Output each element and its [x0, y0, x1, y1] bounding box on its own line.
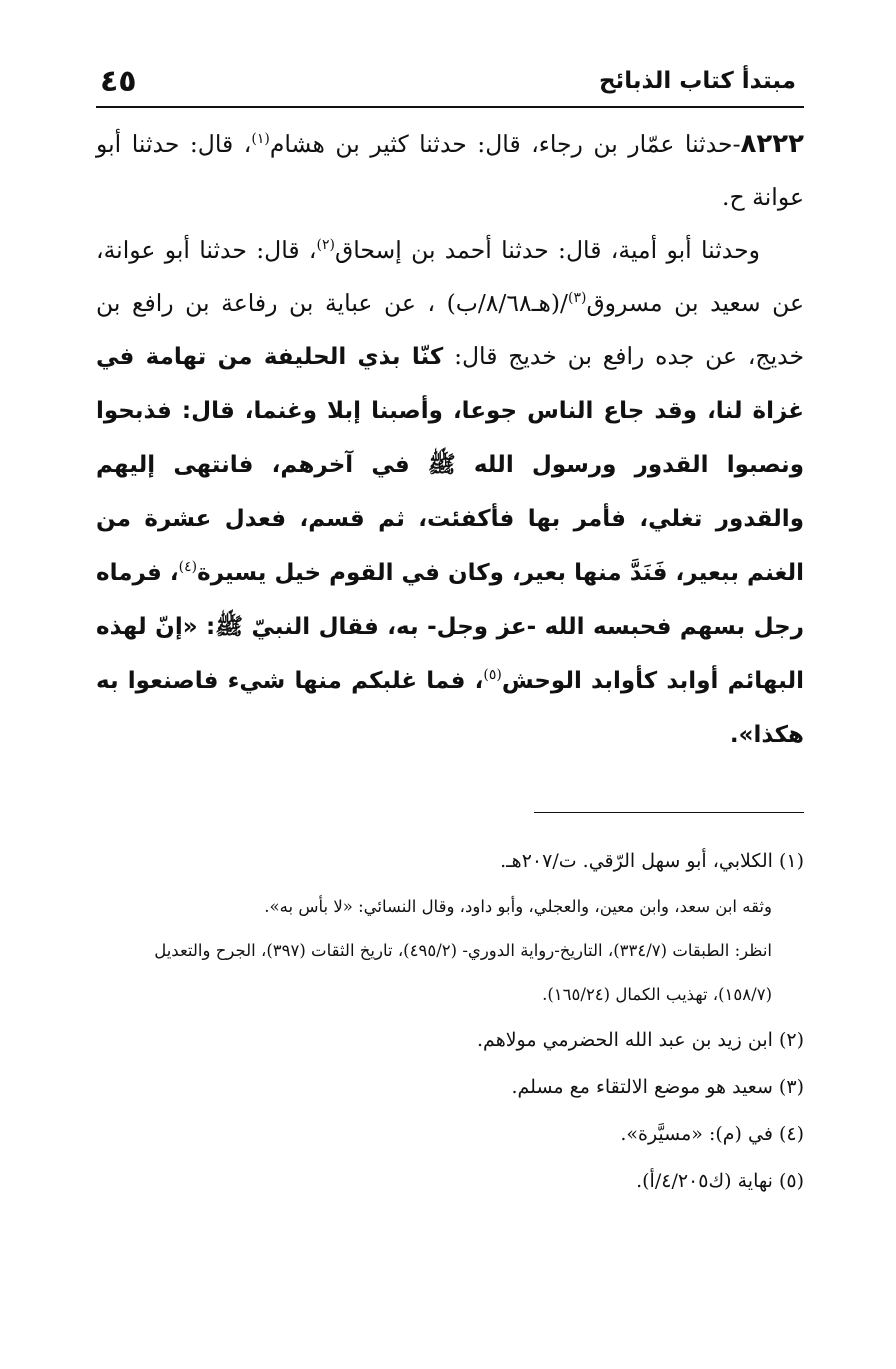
isnad-2b: ، قال: حدثنا أبو عوانة، عن سعيد بن مسروق — [96, 236, 804, 317]
footnote-ref-3[interactable]: (٣) — [567, 290, 587, 307]
footnote-2: (٢) ابن زيد بن عبد الله الحضرمي مولاهم. — [477, 1029, 804, 1051]
isnad-line-1b: ، قال: حدثنا أبو عوانة ح. — [96, 130, 804, 211]
footnote-ref-2[interactable]: (٢) — [316, 237, 335, 254]
footnote-ref-5[interactable]: (٥) — [483, 667, 502, 684]
isnad-2a: وحدثنا أبو أمية، قال: حدثنا أحمد بن إسحاق — [334, 236, 760, 264]
matn-1: كنّا بذي الحليفة من تهامة في غزاة لنا، وقد جاع الناس جوعا، وأصبنا إبلا وغنما، قال: فذبحوا ونصبوا القدور ورسول الله ﷺ في آخرهم، فانتهى إليهم والقدور تغلي، فأمر بها فأكفئت، ثم قسم، فعدل عشرة من الغنم ببعير، فَنَدَّ منها بعير، وكان في القوم خيل يسيرة — [96, 344, 804, 586]
isnad-2c: /(هـ٨/٦٨/ب) ، عن عباية بن رفاعة بن رافع بن خديج، عن جده رافع بن خديج قال: — [96, 289, 804, 370]
footnote-1-continuation: وثقه ابن سعد، وابن معين، والعجلي، وأبو داود، وقال النسائي: «لا بأس به». — [264, 897, 772, 916]
hadith-paragraph-2 — [96, 224, 804, 762]
footnote-ref-4[interactable]: (٤) — [178, 559, 198, 576]
matn-3: ، فما غلبكم منها شيء فاصنعوا به هكذا». — [96, 668, 804, 748]
page-number: ٤٥ — [100, 64, 137, 99]
footnote-ref-1[interactable]: (١) — [251, 131, 270, 148]
footnotes — [96, 838, 804, 1205]
footnote-3: (٣) سعيد هو موضع الالتقاء مع مسلم. — [511, 1076, 804, 1098]
isnad-line-1: -حدثنا عمّار بن رجاء، قال: حدثنا كثير بن هشام — [269, 130, 741, 158]
page-header — [96, 62, 804, 108]
matn-2: ، فرماه رجل بسهم فحبسه الله -عز وجل- به، فقال النبيّ ﷺ: «إنّ لهذه البهائم أوابد كأوابد الوحش — [96, 560, 804, 694]
footnote-separator — [534, 812, 804, 813]
hadith-number: ٨٢٢٢ — [740, 129, 804, 159]
running-title: مبتدأ كتاب الذبائح — [598, 68, 796, 94]
footnote-1-references: انظر: الطبقات (٣٣٤/٧)، التاريخ-رواية الدوري- (٤٩٥/٢)، تاريخ الثقات (٣٩٧)، الجرح والتعديل (١٥٨/٧)، تهذيب الكمال (١٦٥/٢٤). — [154, 941, 772, 1004]
hadith-paragraph-1 — [96, 118, 804, 224]
footnote-5: (٥) نهاية (ك٤/٢٠٥/أ). — [636, 1170, 804, 1192]
main-text — [96, 118, 804, 762]
footnote-1: (١) الكلابي، أبو سهل الرّقي. ت/٢٠٧هـ. — [500, 850, 804, 872]
footnote-4: (٤) في (م): «مسيَّرة». — [620, 1123, 804, 1145]
